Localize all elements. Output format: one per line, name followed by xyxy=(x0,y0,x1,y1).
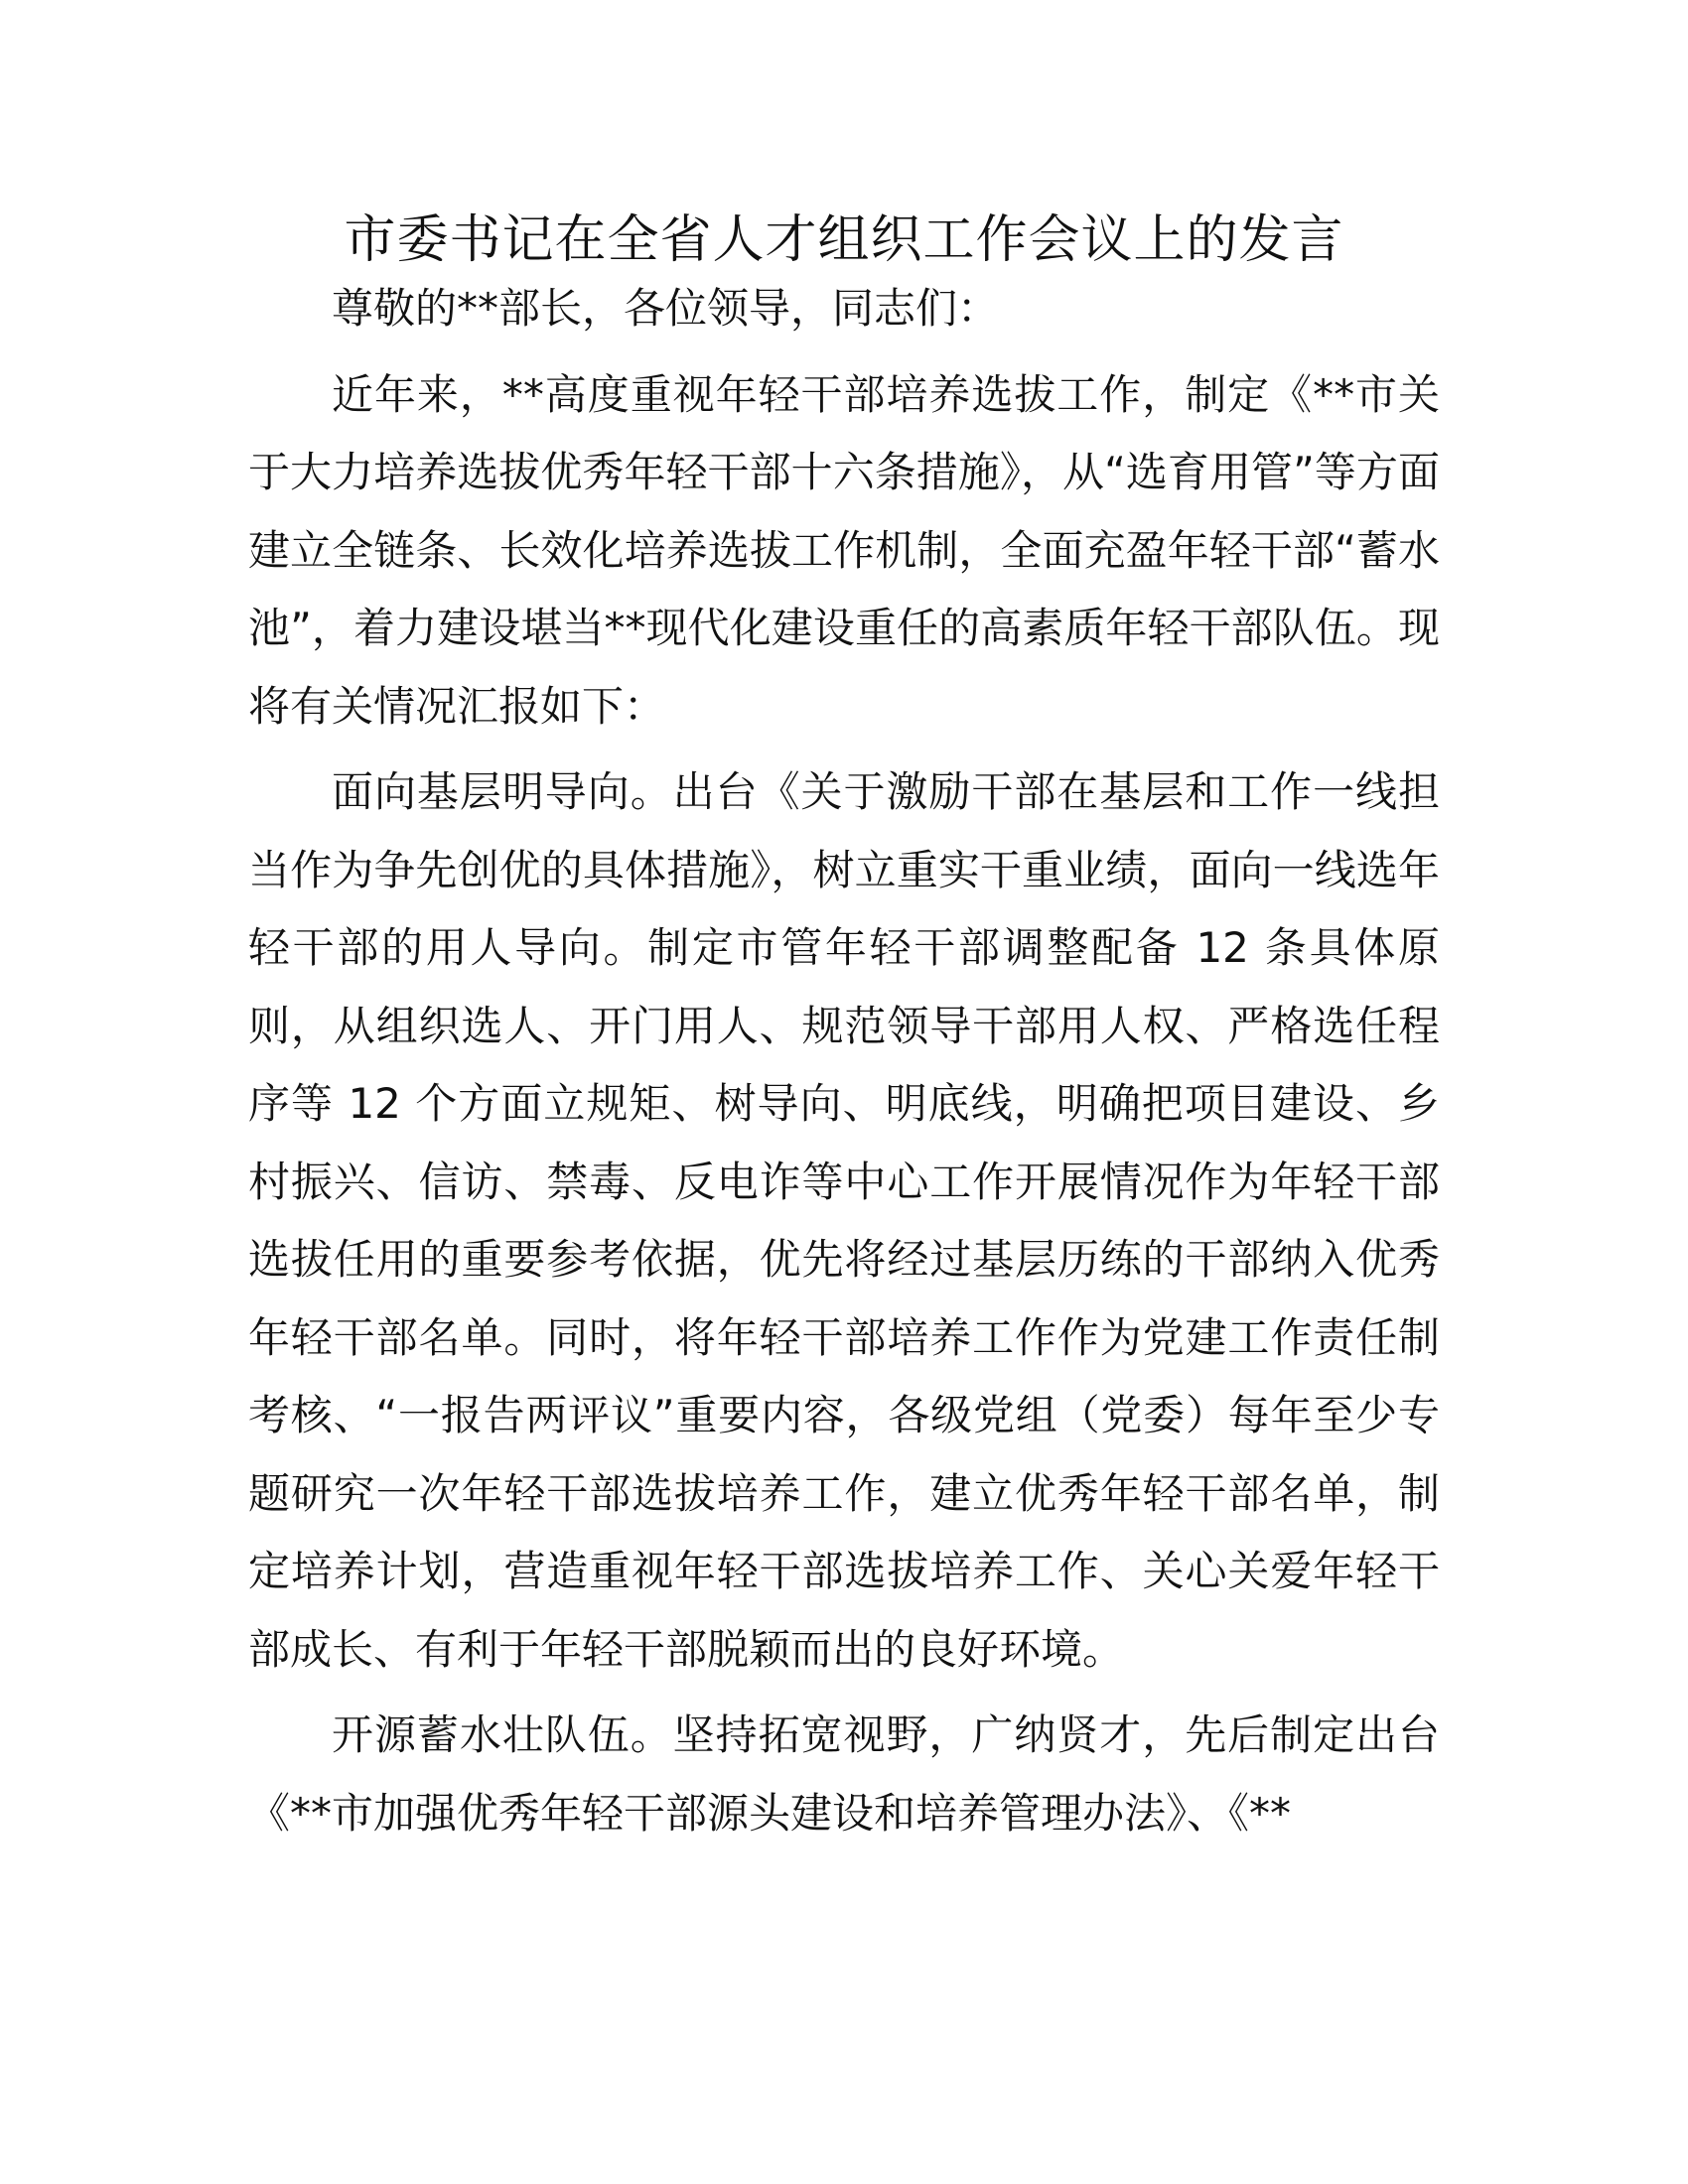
greeting-paragraph: 尊敬的**部长，各位领导，同志们： xyxy=(332,284,1000,333)
document-body xyxy=(248,270,1440,1860)
document-title: 市委书记在全省人才组织工作会议上的发言 xyxy=(344,210,1344,270)
grassroots-paragraph: 面向基层明导向。出台《关于激励干部在基层和工作一线担当作为争先创优的具体措施》，树立重实干重业绩，面向一线选年轻干部的用人导向。制定市管年轻干部调整配备 12 条具体原则，从组织选人、开门用人、规范领导干部用人权、严格选任程序等 12 个方面立规矩、树导向、明底线，明确把项目建设、乡村振兴、信访、禁毒、反电诈等中心工作开展情况作为年轻干部选拔任用的重要参考依据，优先将经过基层历练的干部纳入优秀年轻干部名单。同时，将年轻干部培养工作作为党建工作责任制考核、“一报告两评议”重要内容，各级党组（党委）每年至少专题研究一次年轻干部选拔培养工作，建立优秀年轻干部名单，制定培养计划，营造重视年轻干部选拔培养工作、关心关爱年轻干部成长、有利于年轻干部脱颖而出的良好环境。 xyxy=(248,767,1440,1674)
intro-paragraph: 近年来，**高度重视年轻干部培养选拔工作，制定《**市关于大力培养选拔优秀年轻干部十六条措施》，从“选育用管”等方面建立全链条、长效化培养选拔工作机制，全面充盈年轻干部“蓄水池”，着力建设堪当**现代化建设重任的高素质年轻干部队伍。现将有关情况汇报如下： xyxy=(248,369,1440,731)
talent-pool-paragraph: 开源蓄水壮队伍。坚持拓宽视野，广纳贤才，先后制定出台《**市加强优秀年轻干部源头建设和培养管理办法》、《** xyxy=(248,1710,1440,1838)
